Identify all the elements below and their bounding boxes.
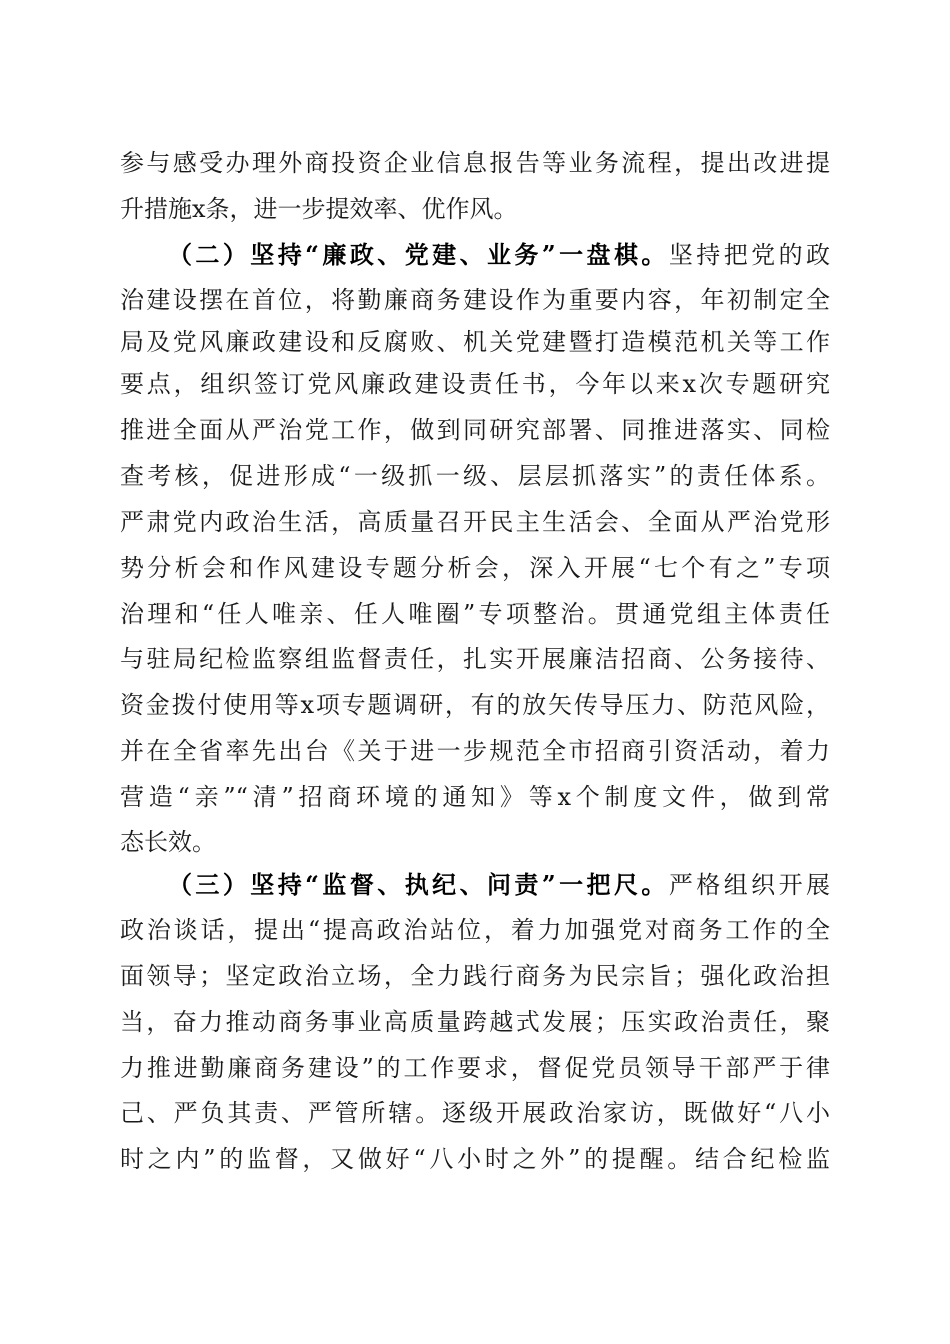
text-line: 面领导；坚定政治立场，全力践行商务为民宗旨；强化政治担 [120, 962, 830, 990]
text-line: 与驻局纪检监察组监督责任，扎实开展廉洁招商、公务接待、 [120, 645, 830, 673]
text-line: 严肃党内政治生活，高质量召开民主生活会、全面从严治党形 [120, 508, 830, 536]
text-line: 要点，组织签订党风廉政建设责任书，今年以来x次专题研究 [120, 370, 830, 398]
text-line: 时之内”的监督，又做好“八小时之外”的提醒。结合纪检监 [120, 1145, 830, 1173]
paragraph-first-line [168, 869, 830, 901]
text-line: 治建设摆在首位，将勤廉商务建设作为重要内容，年初制定全 [120, 286, 830, 314]
text-line: 当，奋力推动商务事业高质量跨越式发展；压实政治责任，聚 [120, 1008, 830, 1036]
text-line: 升措施x条，进一步提效率、优作风。 [120, 195, 518, 223]
text-line: 势分析会和作风建设专题分析会，深入开展“七个有之”专项 [120, 554, 830, 582]
text-line: 参与感受办理外商投资企业信息报告等业务流程，提出改进提 [120, 149, 830, 177]
text-line: 治理和“任人唯亲、任人唯圈”专项整治。贯通党组主体责任 [120, 600, 830, 628]
text-line: 查考核，促进形成“一级抓一级、层层抓落实”的责任体系。 [120, 462, 830, 490]
section-heading: （三）坚持“监督、执纪、问责”一把尺。 [168, 870, 669, 899]
text-run: 坚持把党的政 [668, 241, 831, 269]
text-line: 资金拨付使用等x项专题调研，有的放矢传导压力、防范风险， [120, 691, 830, 719]
text-run: 严格组织开展 [668, 871, 831, 899]
text-line: 推进全面从严治党工作，做到同研究部署、同推进落实、同检 [120, 416, 830, 444]
paragraph-first-line [168, 239, 830, 271]
text-line: 局及党风廉政建设和反腐败、机关党建暨打造模范机关等工作 [120, 328, 830, 356]
text-line: 态长效。 [120, 828, 216, 856]
text-line: 力推进勤廉商务建设”的工作要求，督促党员领导干部严于律 [120, 1054, 830, 1082]
text-line: 政治谈话，提出“提高政治站位，着力加强党对商务工作的全 [120, 916, 830, 944]
section-heading: （二）坚持“廉政、党建、业务”一盘棋。 [168, 240, 669, 269]
text-line: 并在全省率先出台《关于进一步规范全市招商引资活动，着力 [120, 737, 830, 765]
text-line: 己、严负其责、严管所辖。逐级开展政治家访，既做好“八小 [120, 1099, 830, 1127]
text-line: 营造“亲”“清”招商环境的通知》等x个制度文件，做到常 [120, 783, 830, 811]
